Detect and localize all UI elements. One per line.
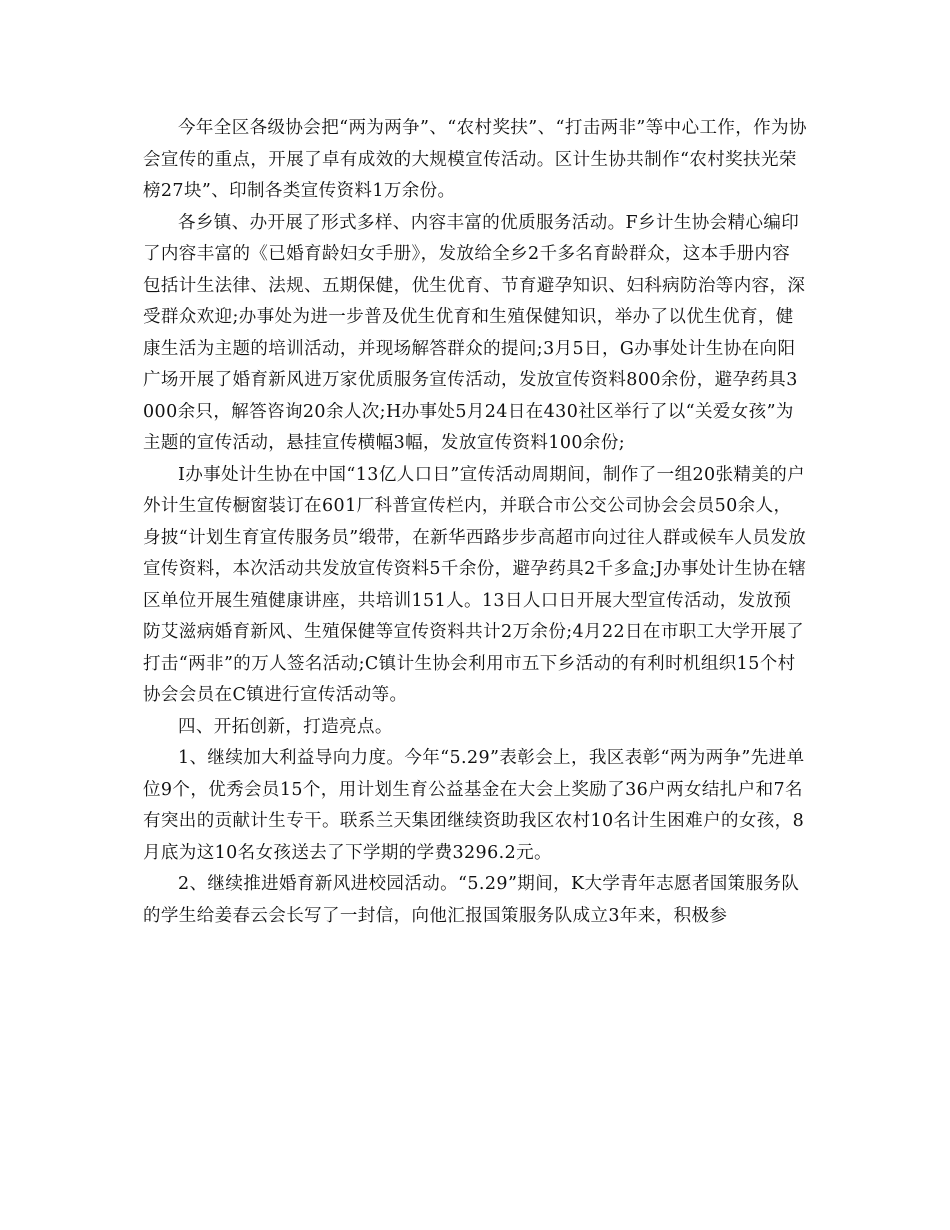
section-heading-innovation: 四、开拓创新，打造亮点。 xyxy=(178,716,393,737)
paragraph-publicity-overview: 今年全区各级协会把“两为两争”、“农村奖扶”、“打击两非”等中心工作，作为协会宣传的重点，开展了卓有成效的大规模宣传活动。区计生协共制作“农村奖扶光荣榜27块”、印制各类宣传资料1万余份。 xyxy=(143,118,807,201)
paragraph-population-day-activities: I办事处计生协在中国“13亿人口日”宣传活动周期间，制作了一组20张精美的户外计生宣传橱窗装订在601厂科普宣传栏内，并联合市公交公司协会会员50余人，身披“计划生育宣传服务员”缎带，在新华西路步步高超市向过往人群或候车人员发放宣传资料，本次活动共发放宣传资料5千余份，避孕药具2千多盒;J办事处计生协在辖区单位开展生殖健康讲座，共培训151人。13日人口日开展大型宣传活动，发放预防艾滋病婚育新风、生殖保健等宣传资料共计2万余份;4月22日在市职工大学开展了打击“两非”的万人签名活动;C镇计生协会利用市五下乡活动的有利时机组织15个村协会会员在C镇进行宣传活动等。 xyxy=(143,464,807,705)
paragraph-township-services: 各乡镇、办开展了形式多样、内容丰富的优质服务活动。F乡计生协会精心编印了内容丰富的《已婚育龄妇女手册》，发放给全乡2千多名育龄群众，这本手册内容包括计生法律、法规、五期保健，优生优育、节育避孕知识、妇科病防治等内容，深受群众欢迎;办事处为进一步普及优生优育和生殖保健知识，举办了以优生优育，健康生活为主题的培训活动，并现场解答群众的提问;3月5日，G办事处计生协在向阳广场开展了婚育新风进万家优质服务宣传活动，发放宣传资料800余份，避孕药具3000余只，解答咨询20余人次;H办事处5月24日在430社区举行了以“关爱女孩”为主题的宣传活动，悬挂宣传横幅3幅，发放宣传资料100余份; xyxy=(143,212,806,453)
paragraph-benefit-guidance: 1、继续加大利益导向力度。今年“5.29”表彰会上，我区表彰“两为两争”先进单位9个，优秀会员15个，用计划生育公益基金在大会上奖励了36户两女结扎户和7名有突出的贡献计生专干。联系兰天集团继续资助我区农村10名计生困难户的女孩，8月底为这10名女孩送去了下学期的学费3296.2元。 xyxy=(143,748,805,863)
document-body xyxy=(143,113,808,932)
paragraph-campus-campaign: 2、继续推进婚育新风进校园活动。“5.29”期间，K大学青年志愿者国策服务队的学生给姜春云会长写了一封信，向他汇报国策服务队成立3年来，积极参 xyxy=(143,874,800,926)
